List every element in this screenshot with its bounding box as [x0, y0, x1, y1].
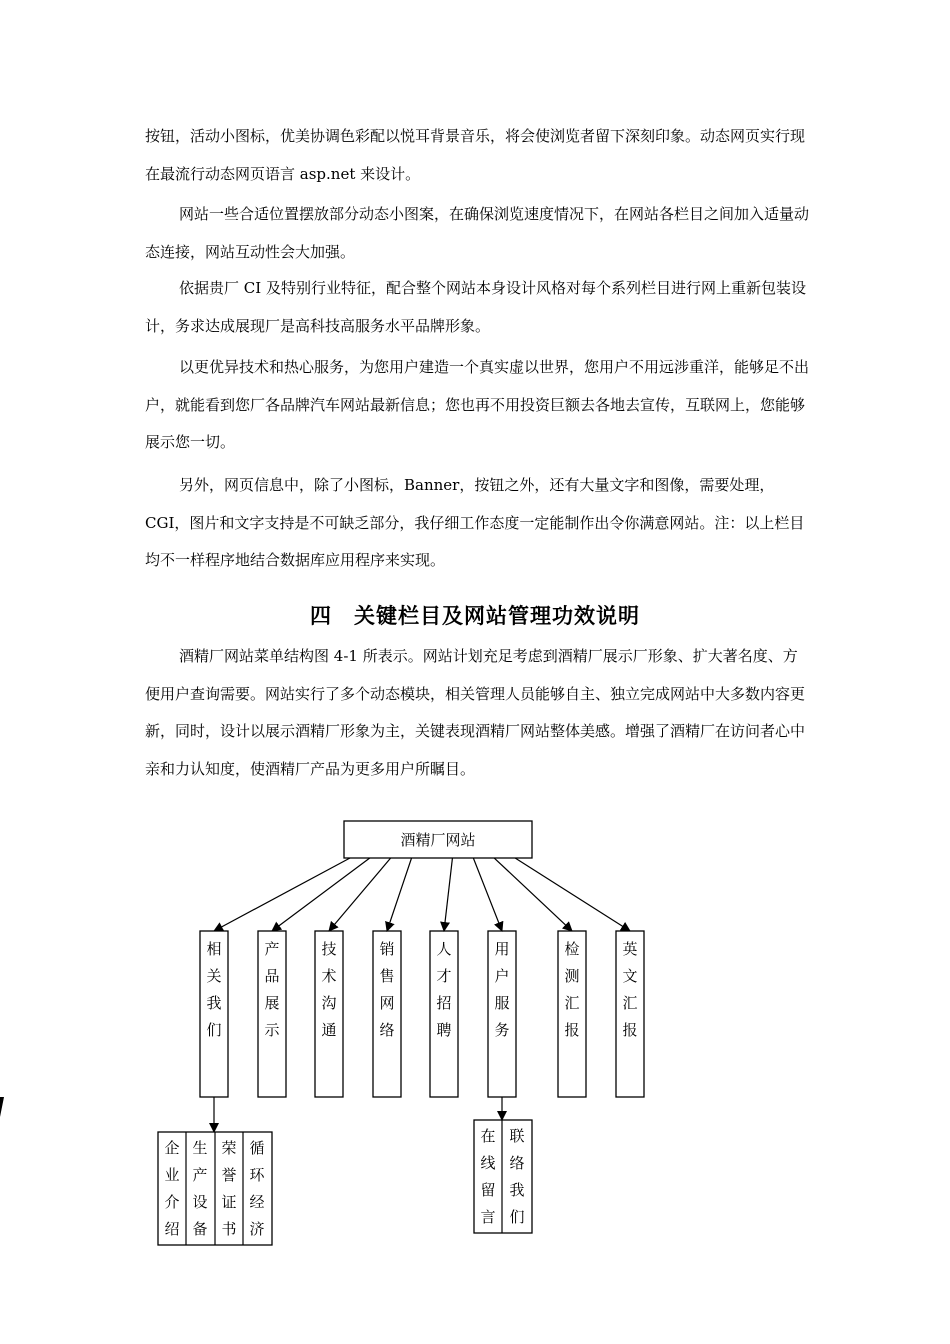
- about-sub-label-4: 循: [249, 1139, 265, 1157]
- arrow-1: [214, 858, 350, 931]
- menu-label-8: 汇: [622, 994, 638, 1012]
- menu-label-1: 关: [206, 967, 222, 985]
- menu-label-7: 测: [564, 967, 580, 985]
- menu-label-2: 展: [264, 994, 280, 1012]
- about-sub-label-1: 介: [164, 1193, 180, 1211]
- intro-paragraph: 酒精厂网站菜单结构图 4-1 所表示。网站计划充足考虑到酒精厂展示厂形象、扩大著名度、方便用户查询需要。网站实行了多个动态模块，相关管理人员能够自主、独立完成网站中大多数内容更新，同时，设计以展示酒精厂形象为主，关键表现酒精厂网站整体美感。增强了酒精厂在访问者心中亲和力认知度，使酒精厂产品为更多用户所瞩目。: [145, 647, 806, 778]
- menu-label-2: 示: [264, 1021, 280, 1039]
- arrow-4: [387, 858, 412, 931]
- menu-label-3: 沟: [321, 994, 337, 1012]
- about-sub-label-2: 生: [192, 1139, 208, 1157]
- arrow-5: [444, 858, 452, 931]
- root-label: 酒精厂网站: [400, 831, 476, 849]
- about-sub-label-2: 备: [192, 1220, 208, 1238]
- menu-label-8: 文: [622, 967, 638, 985]
- service-sub-label-2: 联: [509, 1127, 525, 1145]
- menu-label-8: 报: [622, 1021, 638, 1039]
- menu-label-1: 我: [206, 994, 222, 1012]
- service-sub-label-2: 们: [509, 1208, 525, 1226]
- about-sub-label-4: 环: [249, 1166, 265, 1184]
- service-sub-label-2: 我: [509, 1181, 525, 1199]
- paragraph-5: 另外，网页信息中，除了小图标，Banner，按钮之外，还有大量文字和图像，需要处理，CGI，图片和文字支持是不可缺乏部分，我仔细工作态度一定能制作出令你满意网站。注：以上栏目均不一样程序地结合数据库应用程序来实现。: [145, 476, 805, 569]
- service-sub-label-1: 在: [480, 1127, 496, 1145]
- menu-label-7: 检: [564, 940, 580, 958]
- menu-label-2: 品: [264, 967, 280, 985]
- about-sub-label-4: 经: [249, 1193, 265, 1211]
- service-sub-label-1: 言: [480, 1208, 496, 1226]
- menu-label-7: 汇: [564, 994, 580, 1012]
- section-title: 关键栏目及网站管理功效说明: [354, 604, 640, 628]
- about-sub-label-1: 企: [164, 1139, 180, 1157]
- menu-label-6: 务: [494, 1021, 510, 1039]
- about-sub-label-3: 证: [221, 1193, 237, 1211]
- menu-label-1: 们: [206, 1021, 222, 1039]
- paragraph-2: 网站一些合适位置摆放部分动态小图案，在确保浏览速度情况下，在网站各栏目之间加入适量动态连接，网站互动性会大加强。: [145, 205, 810, 261]
- margin-arrow-icon: [0, 1097, 4, 1117]
- about-sub-label-1: 绍: [164, 1220, 180, 1238]
- menu-label-4: 网: [379, 994, 395, 1012]
- section-number: 四: [310, 604, 332, 628]
- arrow-2: [272, 858, 370, 931]
- arrow-6: [473, 858, 502, 931]
- about-sub-label-3: 誉: [221, 1166, 237, 1184]
- menu-label-6: 服: [494, 994, 510, 1012]
- menu-label-4: 络: [379, 1021, 395, 1039]
- menu-label-4: 售: [379, 967, 395, 985]
- menu-label-2: 产: [264, 940, 280, 958]
- menu-label-3: 术: [321, 967, 337, 985]
- about-sub-label-1: 业: [164, 1166, 180, 1184]
- about-sub-label-3: 荣: [221, 1139, 237, 1157]
- menu-label-6: 用: [494, 940, 510, 958]
- about-sub-label-3: 书: [221, 1220, 237, 1238]
- menu-label-5: 人: [436, 940, 452, 958]
- paragraph-4: 以更优异技术和热心服务，为您用户建造一个真实虚以世界，您用户不用远涉重洋，能够足不出户，就能看到您厂各品牌汽车网站最新信息；您也再不用投资巨额去各地去宣传，互联网上，您能够展示您一切。: [145, 358, 810, 451]
- service-sub-label-2: 络: [509, 1154, 525, 1172]
- menu-label-3: 技: [321, 940, 337, 958]
- about-sub-label-2: 产: [192, 1166, 208, 1184]
- about-sub-label-4: 济: [249, 1220, 265, 1238]
- menu-label-8: 英: [622, 940, 638, 958]
- menu-label-5: 聘: [436, 1021, 452, 1039]
- arrow-3: [329, 858, 391, 931]
- menu-label-5: 招: [436, 994, 452, 1012]
- paragraph-1: 按钮，活动小图标，优美协调色彩配以悦耳背景音乐，将会使浏览者留下深刻印象。动态网页实行现在最流行动态网页语言 asp.net 来设计。: [145, 127, 806, 183]
- service-sub-label-1: 留: [480, 1181, 496, 1199]
- menu-label-1: 相: [206, 940, 222, 958]
- paragraph-3: 依据贵厂 CI 及特别行业特征，配合整个网站本身设计风格对每个系列栏目进行网上重新包装设计，务求达成展现厂是高科技高服务水平品牌形象。: [145, 279, 806, 335]
- menu-label-4: 销: [379, 940, 395, 958]
- menu-label-6: 户: [494, 967, 510, 985]
- service-sub-label-1: 线: [480, 1154, 496, 1172]
- menu-label-5: 才: [436, 967, 452, 985]
- menu-label-7: 报: [564, 1021, 580, 1039]
- about-sub-label-2: 设: [192, 1193, 208, 1211]
- menu-label-3: 通: [321, 1021, 337, 1039]
